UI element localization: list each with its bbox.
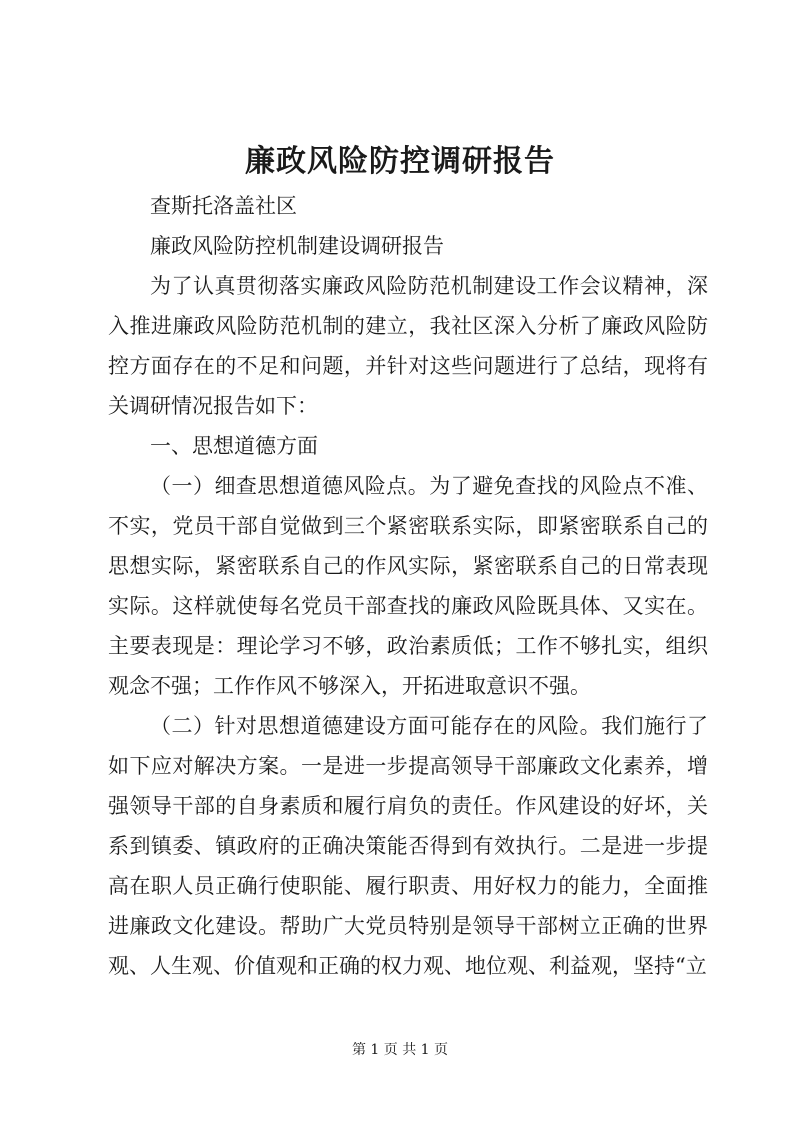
paragraph-intro: 为了认真贯彻落实廉政风险防范机制建设工作会议精神，深入推进廉政风险防范机制的建立，我社区深入分析了廉政风险防控方面存在的不足和问题，并针对这些问题进行了总结，现将有关调研情况报告如下：: [108, 274, 708, 418]
document-body: [108, 186, 708, 986]
section-heading-ideology: 一、思想道德方面: [150, 434, 318, 458]
page-footer: 第 1 页 共 1 页: [351, 1042, 449, 1058]
document-title: 廉政风险防控调研报告: [245, 144, 555, 179]
paragraph-report-subtitle: 廉政风险防控机制建设调研报告: [150, 234, 444, 258]
paragraph-risk-response: （二）针对思想道德建设方面可能存在的风险。我们施行了如下应对解决方案。一是进一步提高领导干部廉政文化素养，增强领导干部的自身素质和履行肩负的责任。作风建设的好坏，关系到镇委、镇政府的正确决策能否得到有效执行。二是进一步提高在职人员正确行使职能、履行职责、用好权力的能力，全面推进廉政文化建设。帮助广大党员特别是领导干部树立正确的世界观、人生观、价值观和正确的权力观、地位观、利益观，坚持“立: [108, 714, 708, 978]
paragraph-risk-points: （一）细查思想道德风险点。为了避免查找的风险点不准、不实，党员干部自觉做到三个紧密联系实际，即紧密联系自己的思想实际，紧密联系自己的作风实际，紧密联系自己的日常表现实际。这样就使每名党员干部查找的廉政风险既具体、又实在。主要表现是：理论学习不够，政治素质低；工作不够扎实，组织观念不强；工作作风不够深入，开拓进取意识不强。: [108, 474, 708, 698]
paragraph-community: 查斯托洛盖社区: [150, 194, 297, 218]
